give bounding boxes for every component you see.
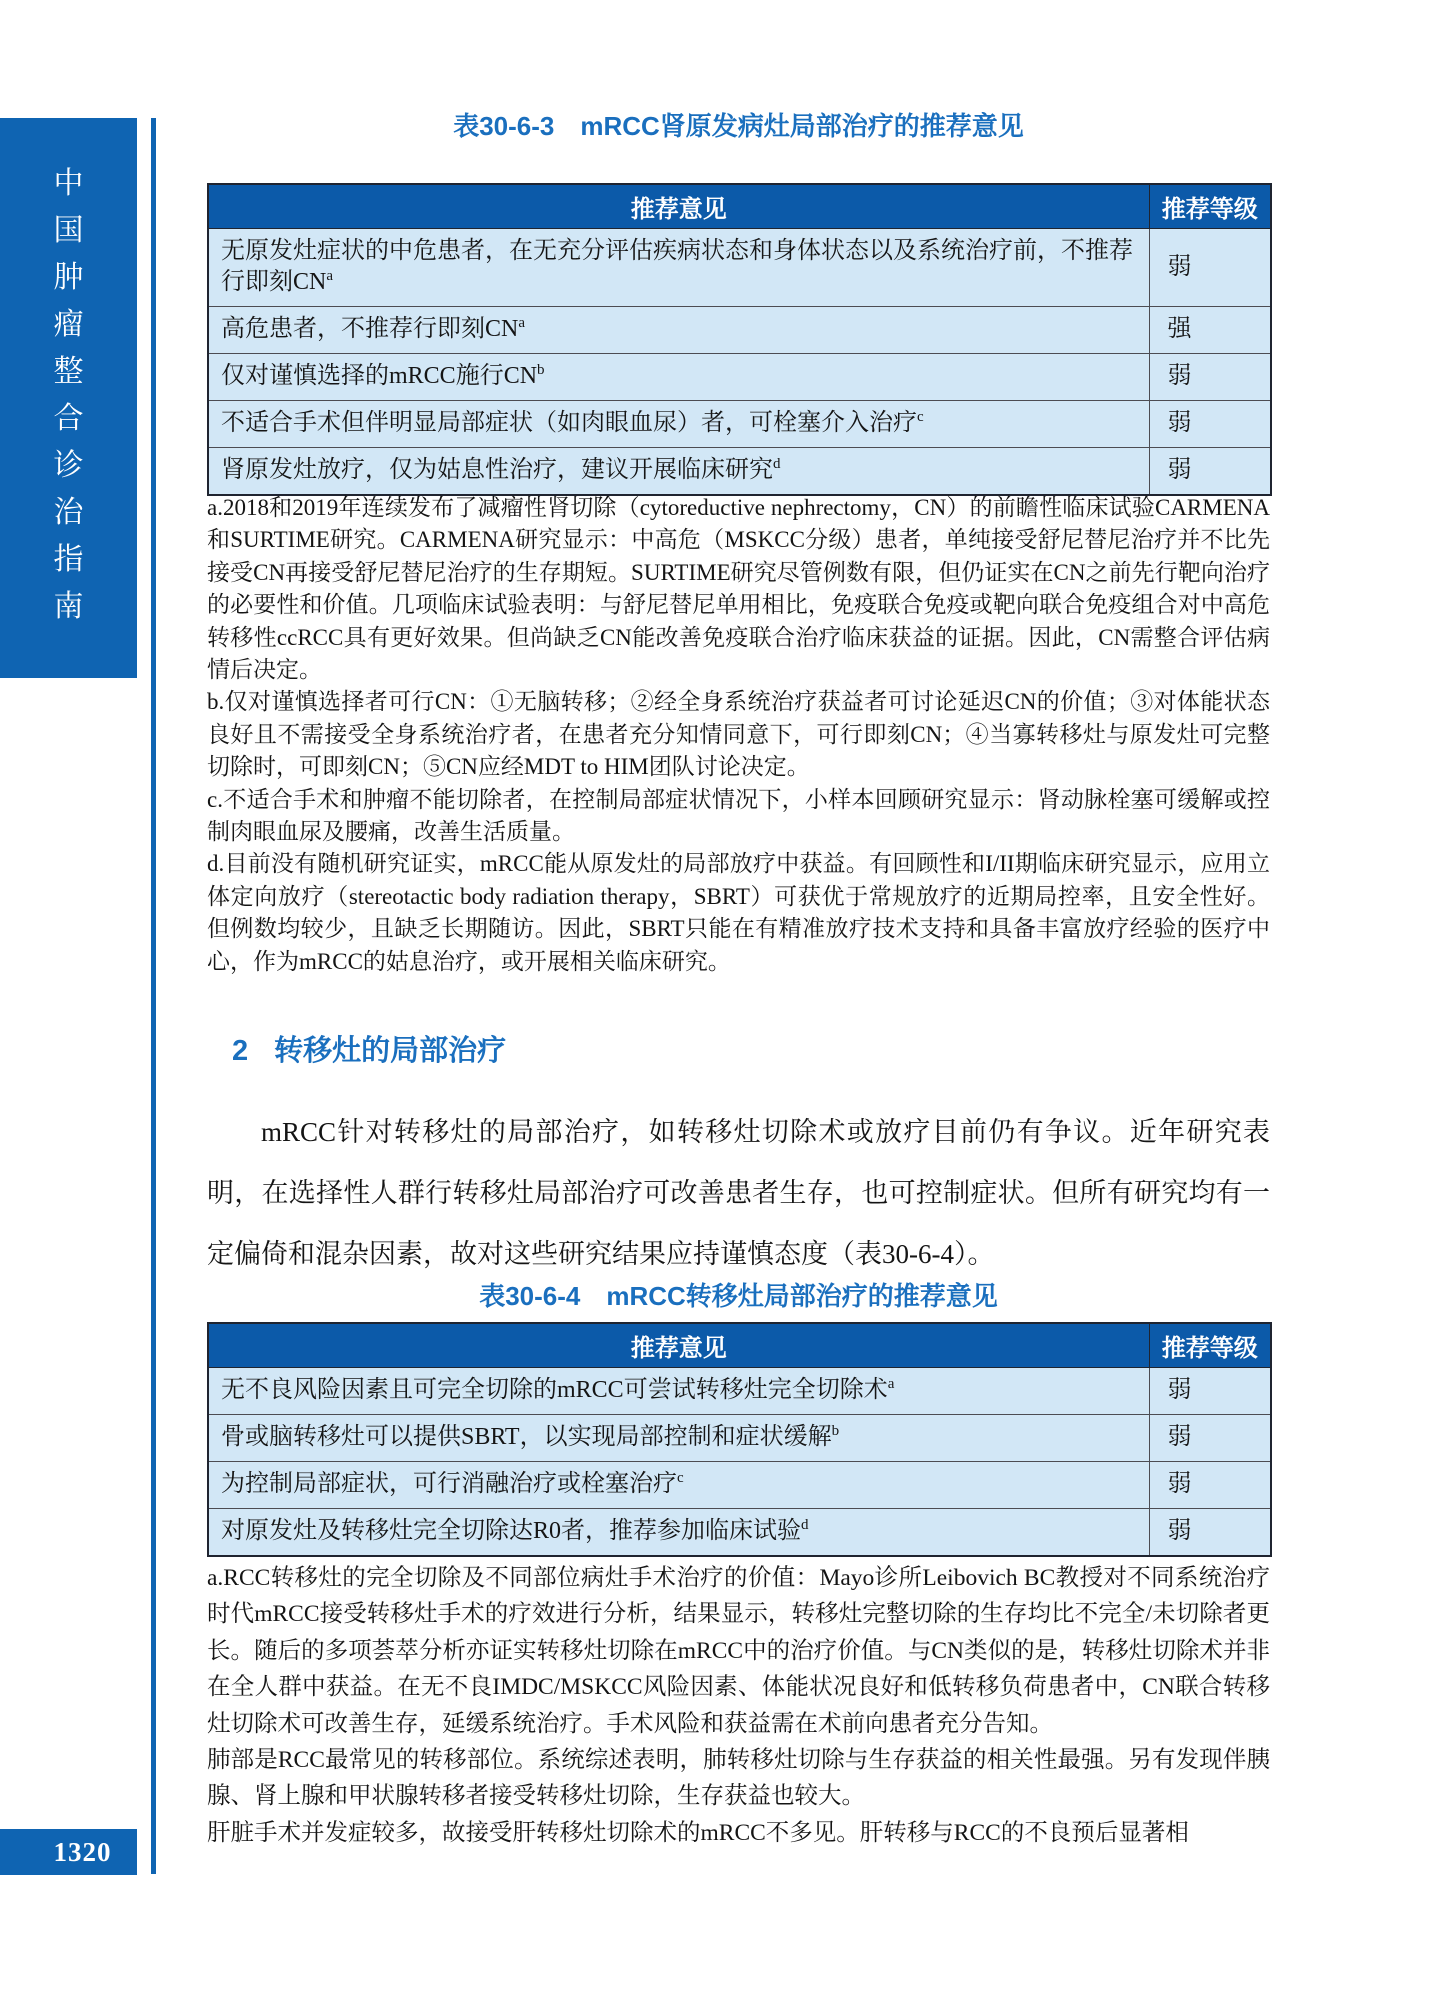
recommendation-cell: 不适合手术但伴明显局部症状（如肉眼血尿）者，可栓塞介入治疗$^c$ (208, 401, 1149, 448)
table2-header-grade: 推荐等级 (1149, 1323, 1271, 1368)
table2-header-recommendation: 推荐意见 (208, 1323, 1149, 1368)
footnote-paragraph: c.不适合手术和肿瘤不能切除者，在控制局部症状情况下，小样本回顾研究显示：肾动脉栓塞可缓解或控制肉眼血尿及腰痛，改善生活质量。 (207, 786, 1270, 845)
vertical-rule (151, 118, 156, 1874)
recommendation-cell: 无原发灶症状的中危患者，在无充分评估疾病状态和身体状态以及系统治疗前，不推荐行即刻$CN^a$ (208, 229, 1149, 307)
footnote-marker: d (773, 456, 781, 472)
recommendation-cell: 仅对谨慎选择的mRCC施行$CN^b$ (208, 354, 1149, 401)
book-spine (0, 118, 137, 678)
grade-cell: 弱 (1149, 1368, 1271, 1415)
spine-char: 肿 (53, 261, 84, 294)
section-title: 转移灶的局部治疗 (274, 1035, 507, 1067)
spine-char: 中 (53, 167, 84, 200)
table-row (208, 354, 1271, 401)
footnote-marker: a (518, 315, 526, 331)
footnote-marker: a (887, 1376, 895, 1392)
table-row (208, 448, 1271, 496)
table-row (208, 1368, 1271, 1415)
table1-header-grade: 推荐等级 (1149, 184, 1271, 229)
footnote-paragraph: 肝脏手术并发症较多，故接受肝转移灶切除术的mRCC不多见。肝转移与RCC的不良预后显著相 (207, 1819, 1189, 1846)
spine-char: 合 (53, 402, 84, 435)
footnote-paragraph: a.2018和2019年连续发布了减瘤性肾切除（cytoreductive nephrectomy，CN）的前瞻性临床试验CARMENA和SURTIME研究。CARMENA研究显示：中高危（MSKCC分级）患者，单纯接受舒尼替尼治疗并不比先接受CN再接受舒尼替尼治疗的生存期短。SURTIME研究尽管例数有限，但仍证实在CN之前先行靶向治疗的必要性和价值。几项临床试验表明：与舒尼替尼单用相比，免疫联合免疫或靶向联合免疫组合对中高危转移性ccRCC具有更好效果。但尚缺乏CN能改善免疫联合治疗临床获益的证据。因此，CN需整合评估病情后决定。 (207, 495, 1270, 683)
footnote-paragraph: d.目前没有随机研究证实，mRCC能从原发灶的局部放疗中获益。有回顾性和I/II期临床研究显示，应用立体定向放疗（stereotactic body radiation therapy，SBRT）可获优于常规放疗的近期局控率，且安全性好。但例数均较少，且缺乏长期随访。因此，SBRT只能在有精准放疗技术支持和具备丰富放疗经验的医疗中心，作为mRCC的姑息治疗，或开展相关临床研究。 (207, 851, 1270, 974)
page-number: 1320 (53, 1836, 112, 1867)
table2-recommendations (207, 1322, 1272, 1557)
grade-cell: 弱 (1149, 1415, 1271, 1462)
table-row (208, 229, 1271, 307)
recommendation-cell: 高危患者，不推荐行即刻$CN^a$ (208, 307, 1149, 354)
spine-char: 指 (53, 543, 84, 576)
footnote-paragraph: b.仅对谨慎选择者可行CN：①无脑转移；②经全身系统治疗获益者可讨论延迟CN的价值；③对体能状态良好且不需接受全身系统治疗者，在患者充分知情同意下，可行即刻CN；④当寡转移灶与原发灶可完整切除时，可即刻CN；⑤CN应经MDT to HIM团队讨论决定。 (207, 689, 1270, 780)
table1-header-row (208, 184, 1271, 229)
footnote-marker: d (801, 1517, 809, 1533)
table2-header-row (208, 1323, 1271, 1368)
table-row (208, 401, 1271, 448)
table-row (208, 1415, 1271, 1462)
footnote-paragraph: a.RCC转移灶的完全切除及不同部位病灶手术治疗的价值：Mayo诊所Leibovich BC教授对不同系统治疗时代mRCC接受转移灶手术的疗效进行分析，结果显示，转移灶完整切除的生存均比不完全/未切除者更长。随后的多项荟萃分析亦证实转移灶切除在mRCC中的治疗价值。与CN类似的是，转移灶切除术并非在全人群中获益。在无不良IMDC/MSKCC风险因素、体能状况良好和低转移负荷患者中，CN联合转移灶切除术可改善生存，延缓系统治疗。手术风险和获益需在术前向患者充分告知。 (207, 1565, 1270, 1737)
table1-caption: 表30-6-3 mRCC肾原发病灶局部治疗的推荐意见 (453, 111, 1024, 141)
table-row (208, 307, 1271, 354)
grade-cell: 弱 (1149, 354, 1271, 401)
recommendation-cell: 对原发灶及转移灶完全切除达R0者，推荐参加临床试验$^d$ (208, 1509, 1149, 1557)
recommendation-cell: 为控制局部症状，可行消融治疗或栓塞治疗$^c$ (208, 1462, 1149, 1509)
table2-caption: 表30-6-4 mRCC转移灶局部治疗的推荐意见 (479, 1281, 998, 1311)
section-heading (232, 1028, 506, 1069)
spine-char: 瘤 (53, 308, 84, 341)
table-row (208, 1462, 1271, 1509)
spine-char: 治 (53, 496, 84, 529)
spine-char: 诊 (53, 449, 84, 482)
recommendation-cell: 无不良风险因素且可完全切除的mRCC可尝试转移灶完全切除术$^a$ (208, 1368, 1149, 1415)
page-number-badge (0, 1829, 137, 1875)
footnote-marker: b (537, 362, 545, 378)
table2-footnotes (207, 1560, 1270, 1851)
grade-cell: 弱 (1149, 401, 1271, 448)
grade-cell: 强 (1149, 307, 1271, 354)
recommendation-cell: 骨或脑转移灶可以提供SBRT，以实现局部控制和症状缓解$^b$ (208, 1415, 1149, 1462)
spine-char: 南 (53, 590, 84, 623)
spine-char: 整 (53, 355, 84, 388)
section-number: 2 (232, 1035, 249, 1067)
spine-char: 国 (53, 214, 84, 247)
grade-cell: 弱 (1149, 448, 1271, 496)
footnote-marker: a (326, 268, 334, 284)
body-paragraph: mRCC针对转移灶的局部治疗，如转移灶切除术或放疗目前仍有争议。近年研究表明，在选择性人群行转移灶局部治疗可改善患者生存，也可控制症状。但所有研究均有一定偏倚和混杂因素，故对这些研究结果应持谨慎态度（表30-6-4）。 (207, 1117, 1270, 1269)
footnote-marker: c (917, 409, 924, 425)
footnote-marker: b (831, 1423, 840, 1439)
table-row (208, 1509, 1271, 1557)
grade-cell: 弱 (1149, 1462, 1271, 1509)
footnote-paragraph: 肺部是RCC最常见的转移部位。系统综述表明，肺转移灶切除与生存获益的相关性最强。另有发现伴胰腺、肾上腺和甲状腺转移者接受转移灶切除，生存获益也较大。 (207, 1747, 1270, 1810)
table1-footnotes (207, 492, 1270, 978)
grade-cell: 弱 (1149, 229, 1271, 307)
table1-header-recommendation: 推荐意见 (208, 184, 1149, 229)
grade-cell: 弱 (1149, 1509, 1271, 1557)
recommendation-cell: 肾原发灶放疗，仅为姑息性治疗，建议开展临床研究$^d$ (208, 448, 1149, 496)
footnote-marker: c (677, 1470, 684, 1486)
table1-recommendations (207, 183, 1272, 496)
